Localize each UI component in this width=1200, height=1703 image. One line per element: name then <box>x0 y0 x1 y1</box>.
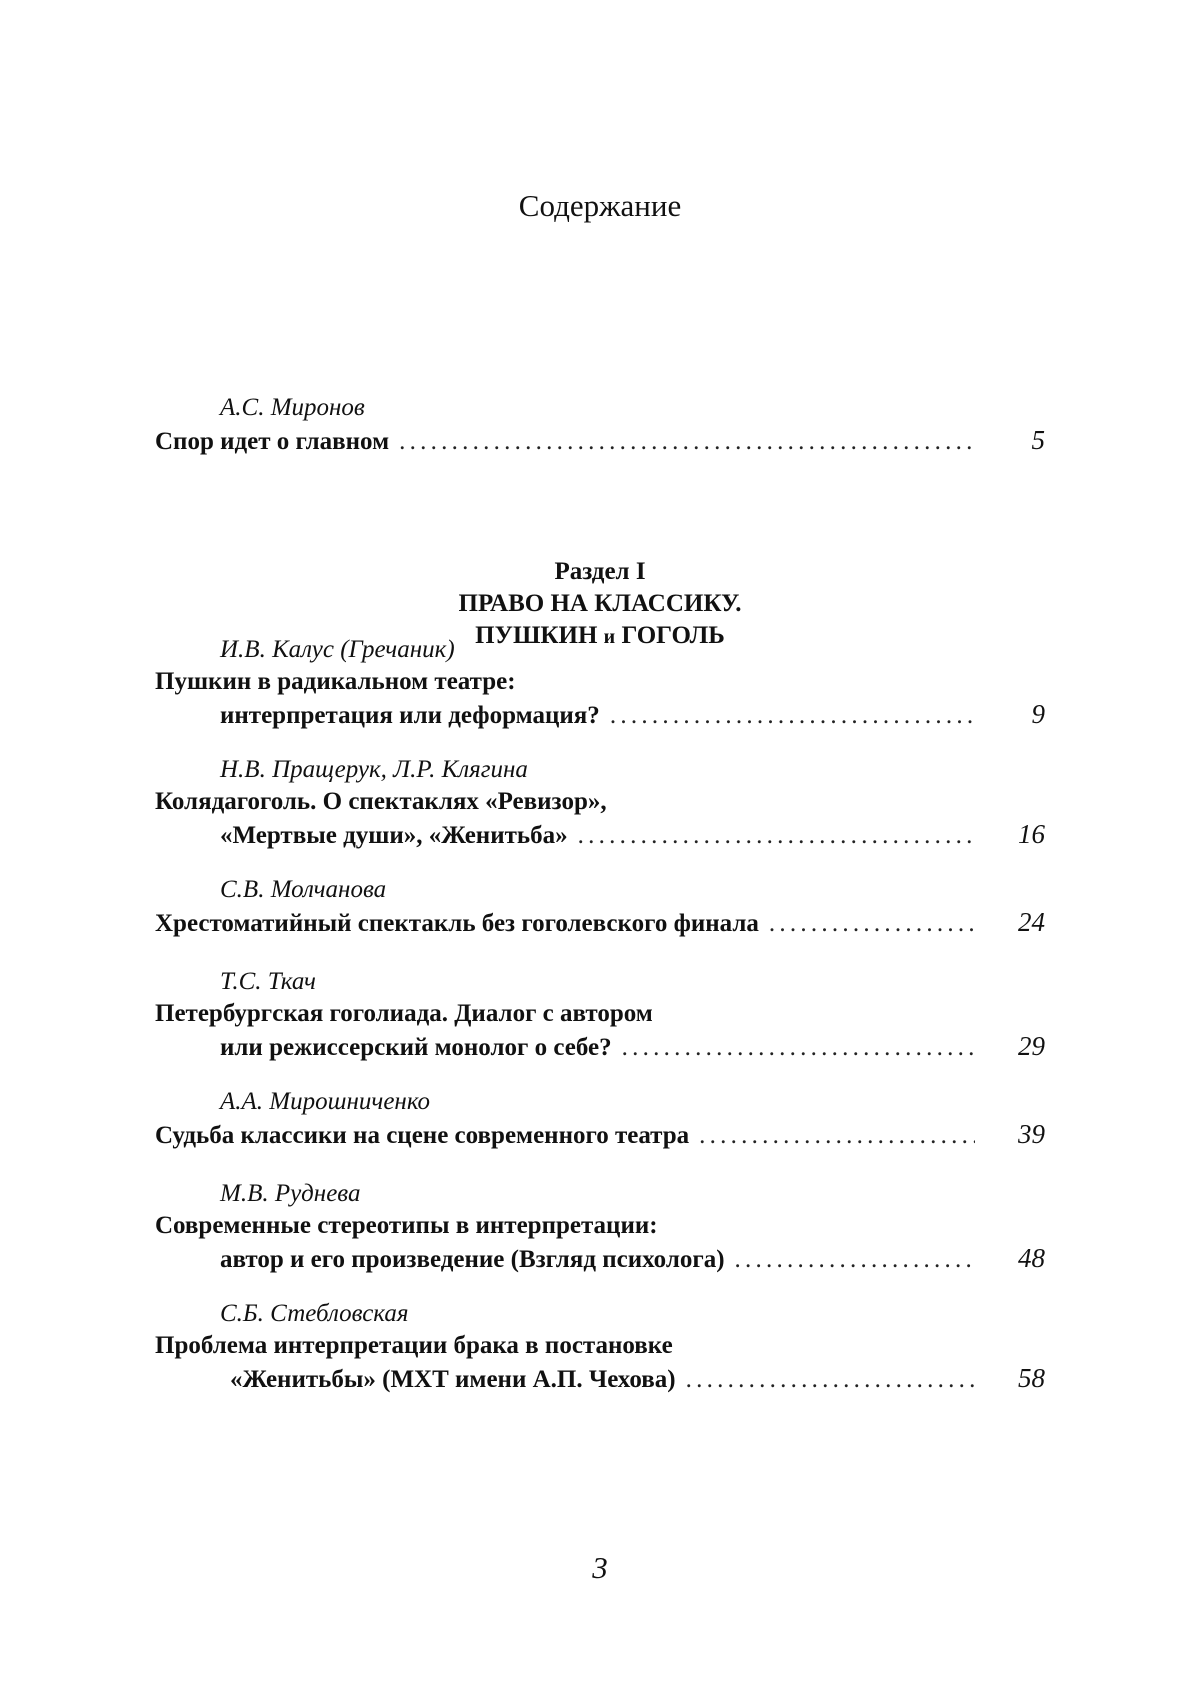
section-word: ГОГОЛЬ <box>621 622 725 649</box>
entry-author: А.С. Миронов <box>220 394 365 421</box>
toc-entry[interactable] <box>155 1298 1045 1394</box>
entry-page-number: 29 <box>1018 1031 1045 1061</box>
entry-title: Колядагоголь. О спектаклях «Ревизор», <box>155 788 607 815</box>
entry-title: «Женитьбы» (МХТ имени А.П. Чехова) <box>230 1366 676 1393</box>
entry-title: или режиссерский монолог о себе? <box>220 1034 612 1061</box>
dot-leader <box>699 1120 975 1152</box>
toc-entry[interactable] <box>155 1086 1045 1150</box>
entry-page-number: 16 <box>1018 819 1045 849</box>
entry-title-line <box>220 1242 1045 1274</box>
entry-title-line <box>220 1030 1045 1062</box>
entry-page-number: 48 <box>1018 1243 1045 1273</box>
entry-page-number: 58 <box>1018 1363 1045 1393</box>
entry-title: Проблема интерпретации брака в постановке <box>155 1332 673 1359</box>
entry-title-line <box>155 906 1045 938</box>
entry-author: Н.В. Пращерук, Л.Р. Клягина <box>220 756 528 783</box>
entry-author: Т.С. Ткач <box>220 968 316 995</box>
entry-title-line <box>155 1118 1045 1150</box>
dot-leader <box>769 908 975 940</box>
entry-title: интерпретация или деформация? <box>220 702 600 729</box>
entry-page-number: 24 <box>1018 907 1045 937</box>
entry-title: Современные стереотипы в интерпретации: <box>155 1212 658 1239</box>
section-word: ПУШКИН <box>475 622 598 649</box>
dot-leader <box>735 1244 975 1276</box>
entry-author: А.А. Мирошниченко <box>220 1088 431 1115</box>
entry-page-number: 5 <box>1031 425 1045 455</box>
section-title-line: ПРАВО НА КЛАССИКУ. <box>458 590 742 617</box>
entry-title-line <box>220 698 1045 730</box>
toc-entry[interactable] <box>155 1178 1045 1274</box>
entry-author: М.В. Руднева <box>220 1180 361 1207</box>
entry-title: Спор идет о главном <box>155 428 390 455</box>
section-number: Раздел I <box>554 558 646 585</box>
entry-title-line <box>155 424 1045 456</box>
entry-author: С.В. Молчанова <box>220 876 387 903</box>
entry-title: Хрестоматийный спектакль без гоголевского финала <box>155 910 759 937</box>
toc-entry[interactable] <box>155 966 1045 1062</box>
entry-page-number: 39 <box>1018 1119 1045 1149</box>
page-number: 3 <box>592 1550 608 1585</box>
toc-entry[interactable] <box>155 392 1045 456</box>
entry-page-number: 9 <box>1031 699 1045 729</box>
dot-leader <box>399 426 975 458</box>
entry-title: автор и его произведение (Взгляд психолога) <box>220 1246 725 1273</box>
entry-title-line <box>220 818 1045 850</box>
dot-leader <box>578 820 975 852</box>
page-title: Содержание <box>518 188 682 223</box>
dot-leader <box>610 700 975 732</box>
entry-author: С.Б. Стебловская <box>220 1300 409 1327</box>
toc-entry[interactable] <box>155 754 1045 850</box>
entry-title: Судьба классики на сцене современного театра <box>155 1122 690 1149</box>
toc-entry[interactable] <box>155 874 1045 938</box>
entry-title-line <box>230 1362 1045 1394</box>
entry-title: «Мертвые души», «Женитьба» <box>220 822 568 849</box>
entry-author: И.В. Калус (Гречаник) <box>220 636 455 663</box>
entry-title: Пушкин в радикальном театре: <box>155 668 516 695</box>
section-word: и <box>603 626 616 648</box>
entry-title: Петербургская гоголиада. Диалог с автором <box>155 1000 653 1027</box>
dot-leader <box>686 1364 975 1396</box>
dot-leader <box>622 1032 975 1064</box>
toc-entry[interactable] <box>155 634 1045 730</box>
